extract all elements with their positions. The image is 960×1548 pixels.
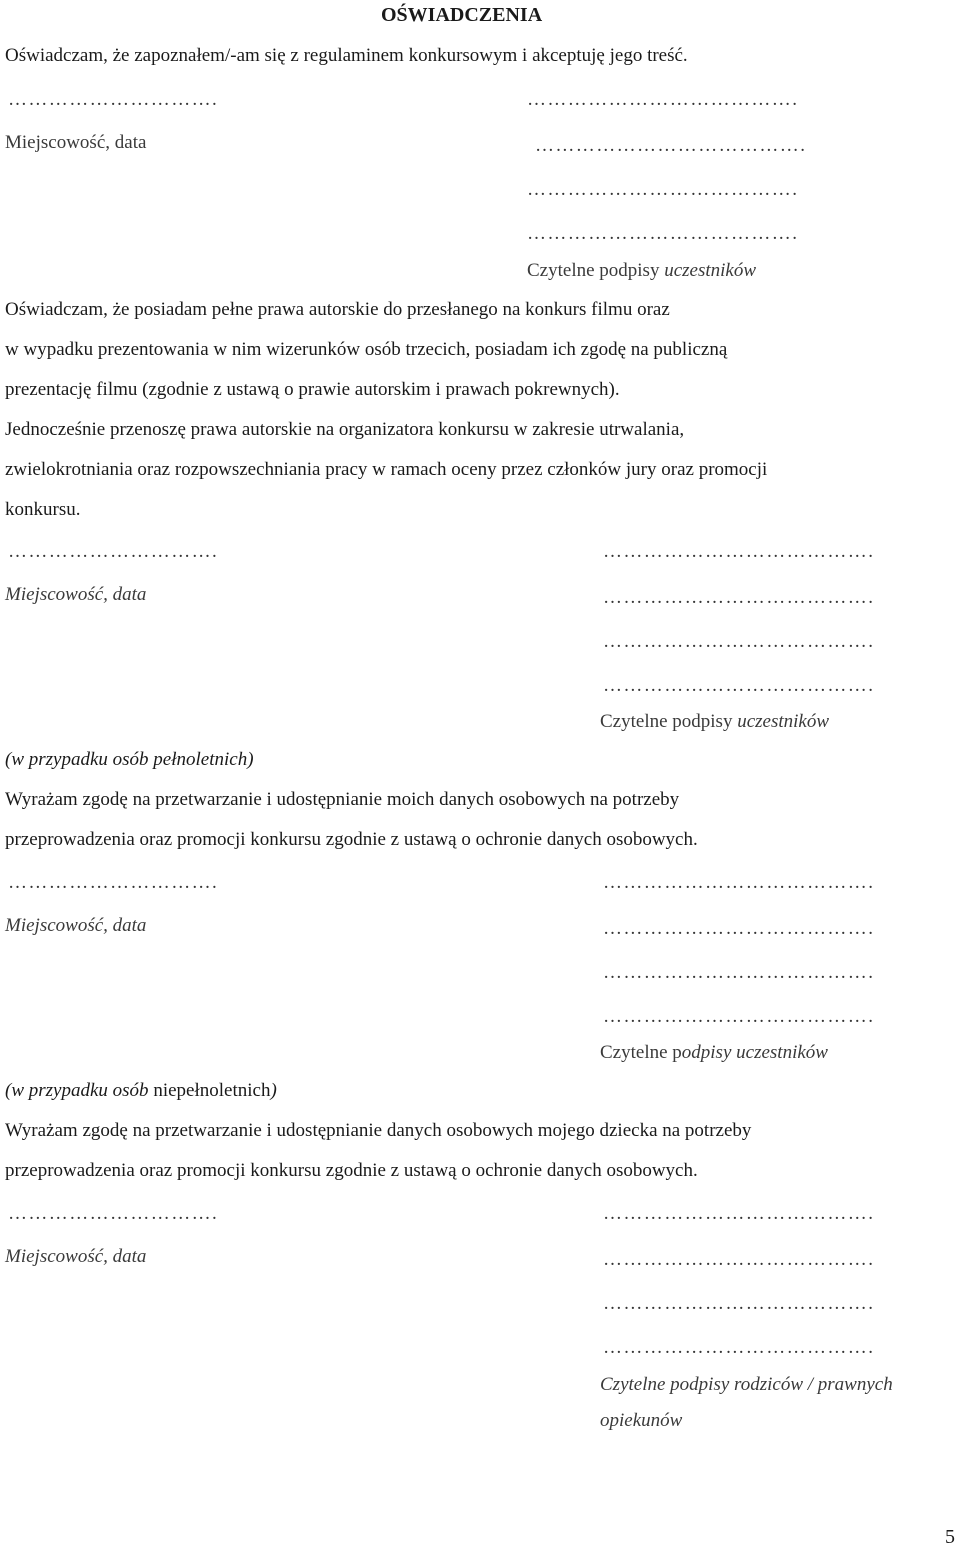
- signature-dots: ………………………………….: [603, 962, 875, 983]
- signature-dots: ………………………………….: [603, 1293, 875, 1314]
- signature-label-plain: Czytelne podpisy: [600, 711, 733, 732]
- copyright-line-4: Jednocześnie przenoszę prawa autorskie na organizatora konkursu w zakresie utrwalania,: [5, 419, 685, 440]
- parent-signature-label-line-1: Czytelne podpisy rodziców / prawnych: [600, 1374, 893, 1395]
- signature-dots: ………………………………….: [603, 541, 875, 562]
- consent-minor-line-2: przeprowadzenia oraz promocji konkursu zgodnie z ustawą o ochronie danych osobowych.: [5, 1160, 698, 1181]
- copyright-line-5: zwielokrotniania oraz rozpowszechniania pracy w ramach oceny przez członków jury oraz promocji: [5, 459, 768, 480]
- signature-label-italic: uczestników: [737, 711, 830, 732]
- parent-signature-label-line-2: opiekunów: [600, 1410, 683, 1431]
- copyright-line-3: prezentację filmu (zgodnie z ustawą o prawie autorskim i prawach pokrewnych).: [5, 379, 620, 400]
- copyright-line-6: konkursu.: [5, 499, 81, 520]
- signature-label: [527, 261, 756, 280]
- signature-dots: ………………………………….: [527, 89, 799, 110]
- signature-label-plain: Czytelne podpisy: [527, 260, 660, 281]
- signature-label: [600, 712, 829, 731]
- place-date-label: Miejscowość, data: [5, 915, 147, 936]
- signature-dots: ………………………………….: [603, 918, 875, 939]
- signature-dots: ………………………………….: [603, 872, 875, 893]
- minors-heading-italic-b: ): [270, 1080, 277, 1101]
- date-dots: ………………………….: [8, 1203, 219, 1224]
- place-date-label: Miejscowość, data: [5, 132, 147, 153]
- consent-adult-line-1: Wyrażam zgodę na przetwarzanie i udostępnianie moich danych osobowych na potrzeby: [5, 789, 680, 810]
- signature-dots: ………………………………….: [527, 223, 799, 244]
- copyright-line-1: Oświadczam, że posiadam pełne prawa autorskie do przesłanego na konkurs filmu oraz: [5, 299, 670, 320]
- signature-dots: ………………………………….: [603, 675, 875, 696]
- date-dots: ………………………….: [8, 89, 219, 110]
- page-number: 5: [945, 1526, 955, 1548]
- signature-dots: ………………………………….: [603, 1006, 875, 1027]
- place-date-label: Miejscowość, data: [5, 584, 147, 605]
- minors-heading-plain: niepełnoletnich: [153, 1080, 271, 1101]
- signature-dots: ………………………………….: [603, 1337, 875, 1358]
- signature-dots: ………………………………….: [603, 631, 875, 652]
- signature-dots: ………………………………….: [603, 587, 875, 608]
- consent-minor-line-1: Wyrażam zgodę na przetwarzanie i udostępnianie danych osobowych mojego dziecka na potrzeby: [5, 1120, 752, 1141]
- signature-label-italic: uczestników: [664, 260, 757, 281]
- minors-heading-italic-a: (w przypadku osób: [5, 1080, 154, 1101]
- statement-regulations: Oświadczam, że zapoznałem/-am się z regulaminem konkursowym i akceptuję jego treść.: [5, 45, 688, 66]
- signature-label: [600, 1043, 828, 1062]
- signature-label-italic: odpisy uczestników: [681, 1042, 828, 1063]
- adults-heading: (w przypadku osób pełnoletnich): [5, 749, 254, 770]
- signature-dots: ………………………………….: [535, 135, 807, 156]
- consent-adult-line-2: przeprowadzenia oraz promocji konkursu zgodnie z ustawą o ochronie danych osobowych.: [5, 829, 698, 850]
- place-date-label: Miejscowość, data: [5, 1246, 147, 1267]
- page-title: OŚWIADCZENIA: [381, 4, 543, 26]
- signature-dots: ………………………………….: [603, 1203, 875, 1224]
- signature-dots: ………………………………….: [603, 1249, 875, 1270]
- date-dots: ………………………….: [8, 541, 219, 562]
- date-dots: ………………………….: [8, 872, 219, 893]
- signature-label-plain: Czytelne p: [600, 1042, 682, 1063]
- copyright-line-2: w wypadku prezentowania w nim wizerunków osób trzecich, posiadam ich zgodę na publiczną: [5, 339, 728, 360]
- signature-dots: ………………………………….: [527, 179, 799, 200]
- minors-heading: [5, 1081, 277, 1100]
